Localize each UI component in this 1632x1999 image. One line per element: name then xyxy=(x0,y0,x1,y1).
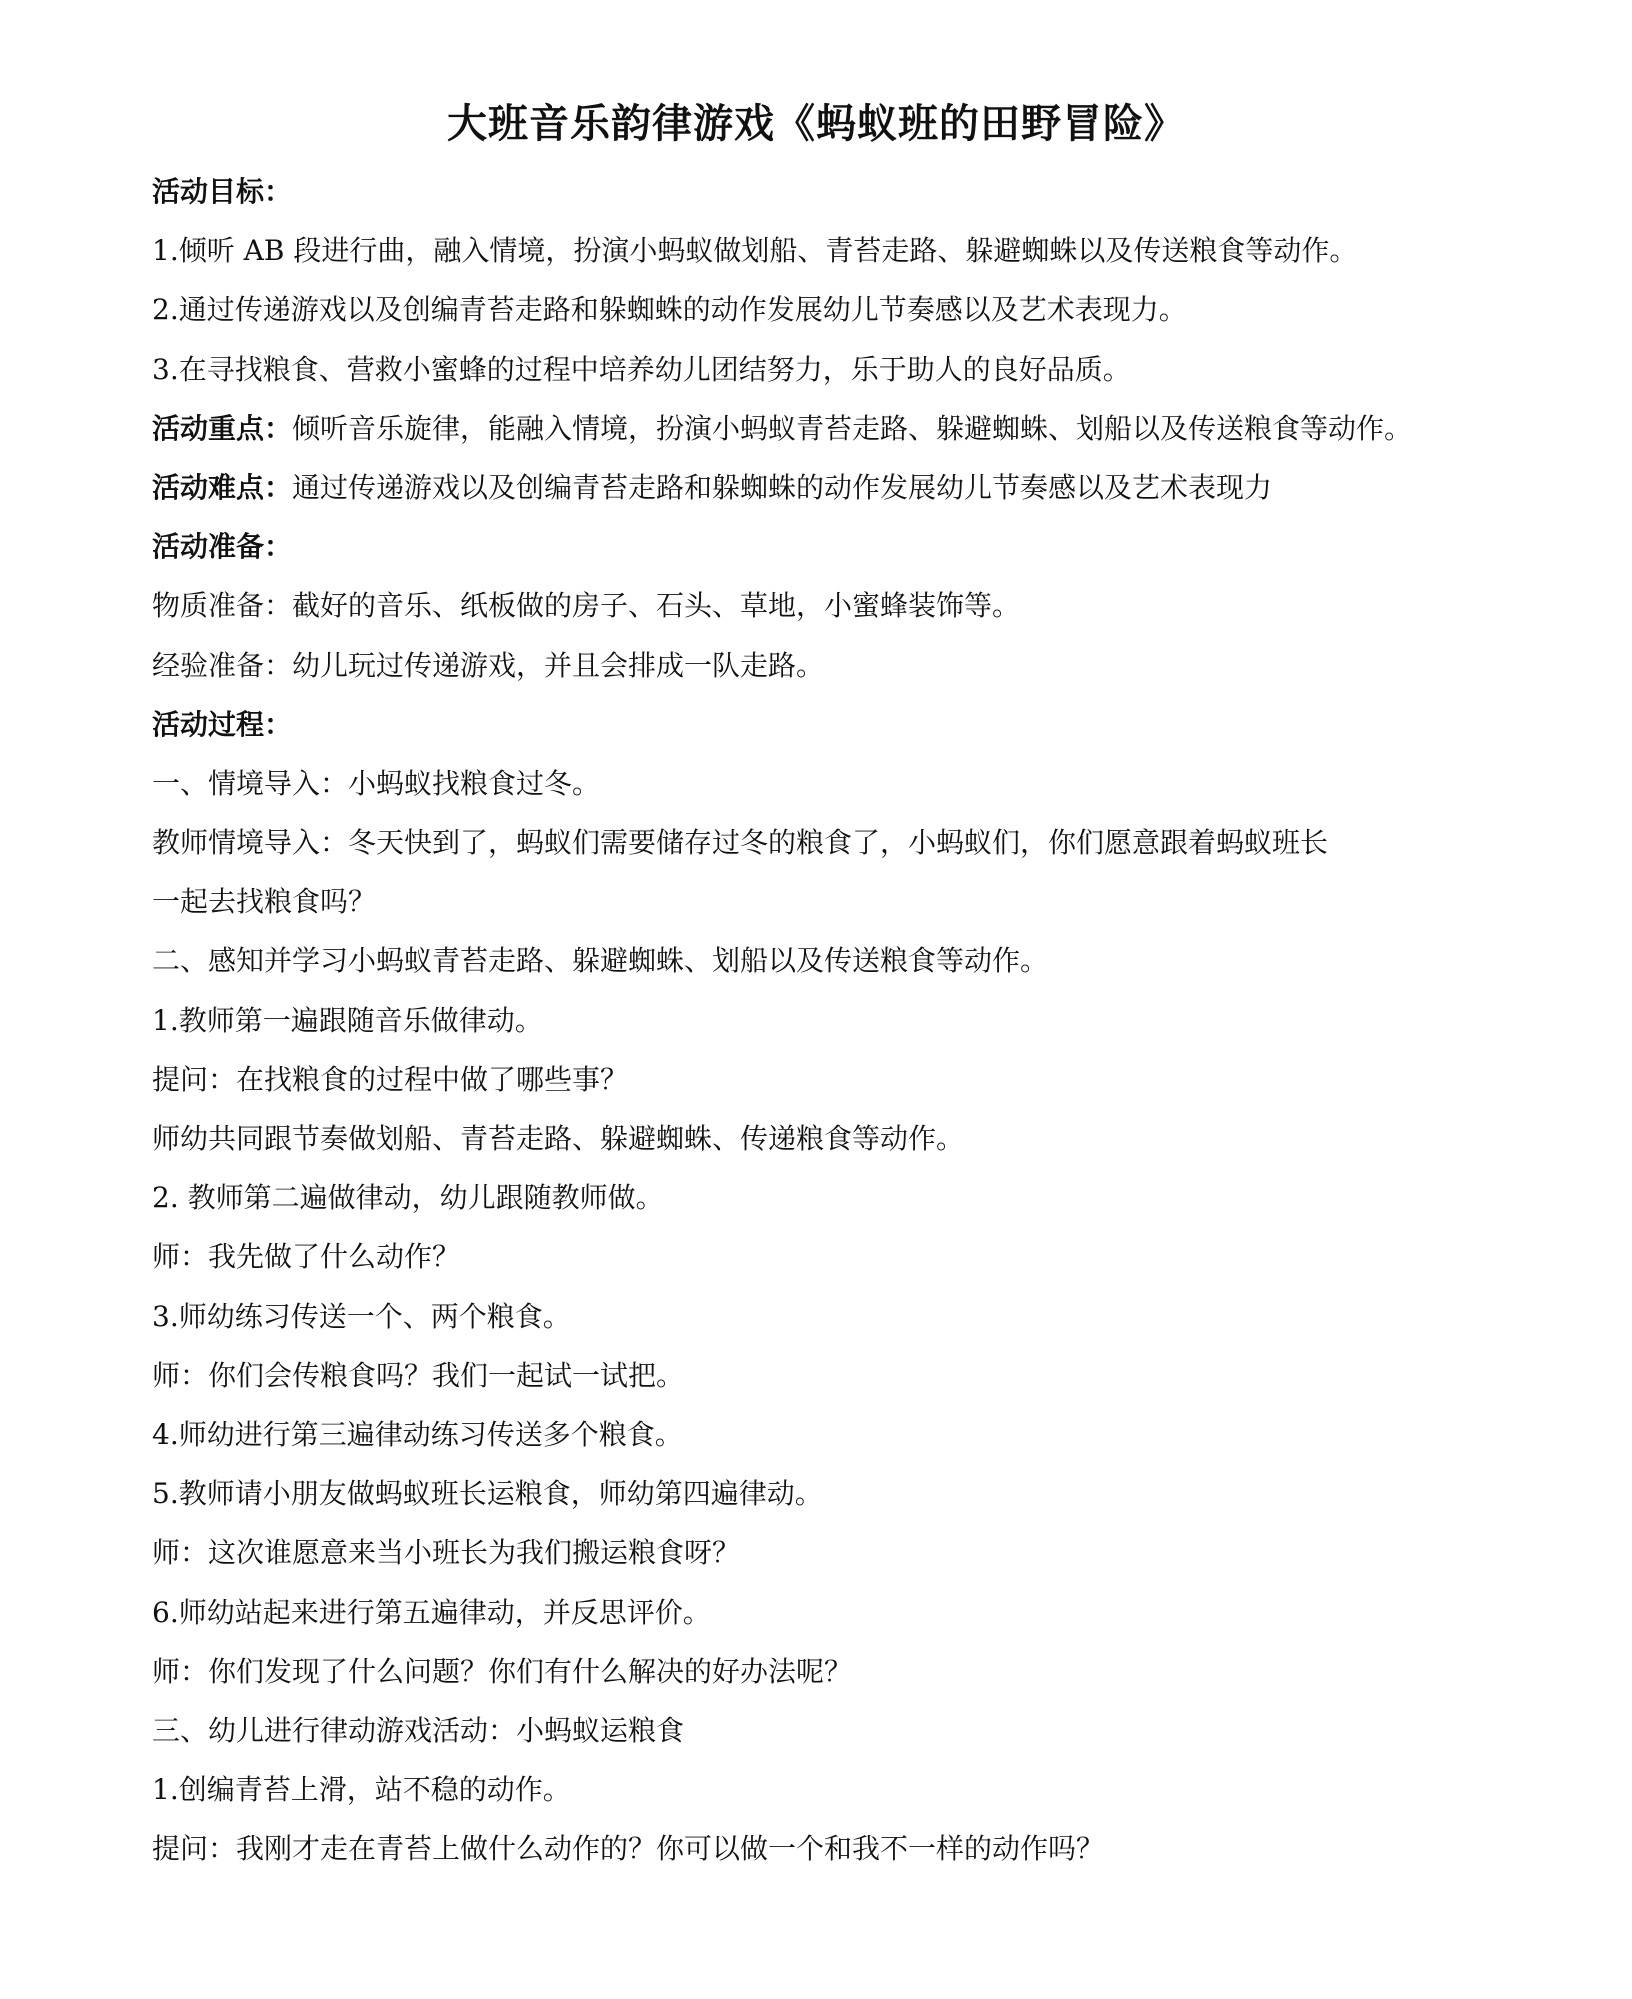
process-line: 三、幼儿进行律动游戏活动：小蚂蚁运粮食 xyxy=(152,1713,685,1747)
process-heading: 活动过程： xyxy=(152,707,293,741)
key-point-paragraph xyxy=(152,399,1512,458)
process-line: 提问：我刚才走在青苔上做什么动作的？你可以做一个和我不一样的动作吗？ xyxy=(152,1832,1105,1866)
process-line: 4.师幼进行第三遍律动练习传送多个粮食。 xyxy=(152,1417,683,1451)
process-line: 2. 教师第二遍做律动，幼儿跟随教师做。 xyxy=(152,1181,664,1215)
goal-item: 1.倾听 AB 段进行曲，融入情境，扮演小蚂蚁做划船、青苔走路、躲避蜘蛛以及传送粮食等动作。 xyxy=(152,234,1358,268)
process-line: 师幼共同跟节奏做划船、青苔走路、躲避蜘蛛、传递粮食等动作。 xyxy=(152,1122,965,1156)
process-line: 师：你们发现了什么问题？你们有什么解决的好办法呢？ xyxy=(152,1654,853,1688)
process-line: 1.创编青苔上滑，站不稳的动作。 xyxy=(152,1773,571,1807)
process-line: 6.师幼站起来进行第五遍律动，并反思评价。 xyxy=(152,1595,711,1629)
process-line: 5.教师请小朋友做蚂蚁班长运粮食，师幼第四遍律动。 xyxy=(152,1477,823,1511)
process-line: 1.教师第一遍跟随音乐做律动。 xyxy=(152,1003,543,1037)
process-line: 二、感知并学习小蚂蚁青苔走路、躲避蜘蛛、划船以及传送粮食等动作。 xyxy=(152,944,1049,978)
process-line: 提问：在找粮食的过程中做了哪些事？ xyxy=(152,1062,629,1096)
difficulty-paragraph xyxy=(152,458,1512,517)
goal-item: 2.通过传递游戏以及创编青苔走路和躲蜘蛛的动作发展幼儿节奏感以及艺术表现力。 xyxy=(152,293,1187,327)
process-line: 教师情境导入：冬天快到了，蚂蚁们需要储存过冬的粮食了，小蚂蚁们，你们愿意跟着蚂蚁班长 xyxy=(152,826,1329,860)
preparation-heading: 活动准备： xyxy=(152,530,293,564)
process-line: 3.师幼练习传送一个、两个粮食。 xyxy=(152,1299,571,1333)
difficulty-text: 通过传递游戏以及创编青苔走路和躲蜘蛛的动作发展幼儿节奏感以及艺术表现力 xyxy=(292,470,1273,504)
process-line: 一、情境导入：小蚂蚁找粮食过冬。 xyxy=(152,766,601,800)
goal-item: 3.在寻找粮食、营救小蜜蜂的过程中培养幼儿团结努力，乐于助人的良好品质。 xyxy=(152,352,1131,386)
experience-preparation: 经验准备：幼儿玩过传递游戏，并且会排成一队走路。 xyxy=(152,648,825,682)
difficulty-label: 活动难点： xyxy=(152,470,293,504)
process-line: 师：这次谁愿意来当小班长为我们搬运粮食呀？ xyxy=(152,1536,741,1570)
process-line: 师：我先做了什么动作？ xyxy=(152,1240,461,1274)
key-point-text: 倾听音乐旋律，能融入情境，扮演小蚂蚁青苔走路、躲避蜘蛛、划船以及传送粮食等动作。 xyxy=(292,411,1413,445)
process-line: 一起去找粮食吗？ xyxy=(152,885,377,919)
goals-heading: 活动目标： xyxy=(152,175,293,208)
material-preparation: 物质准备：截好的音乐、纸板做的房子、石头、草地，小蜜蜂装饰等。 xyxy=(152,589,1021,623)
document-body xyxy=(152,162,1512,1878)
process-line: 师：你们会传粮食吗？我们一起试一试把。 xyxy=(152,1358,685,1392)
document-title: 大班音乐韵律游戏《蚂蚁班的田野冒险》 xyxy=(447,101,1185,147)
key-point-label: 活动重点： xyxy=(152,411,293,445)
